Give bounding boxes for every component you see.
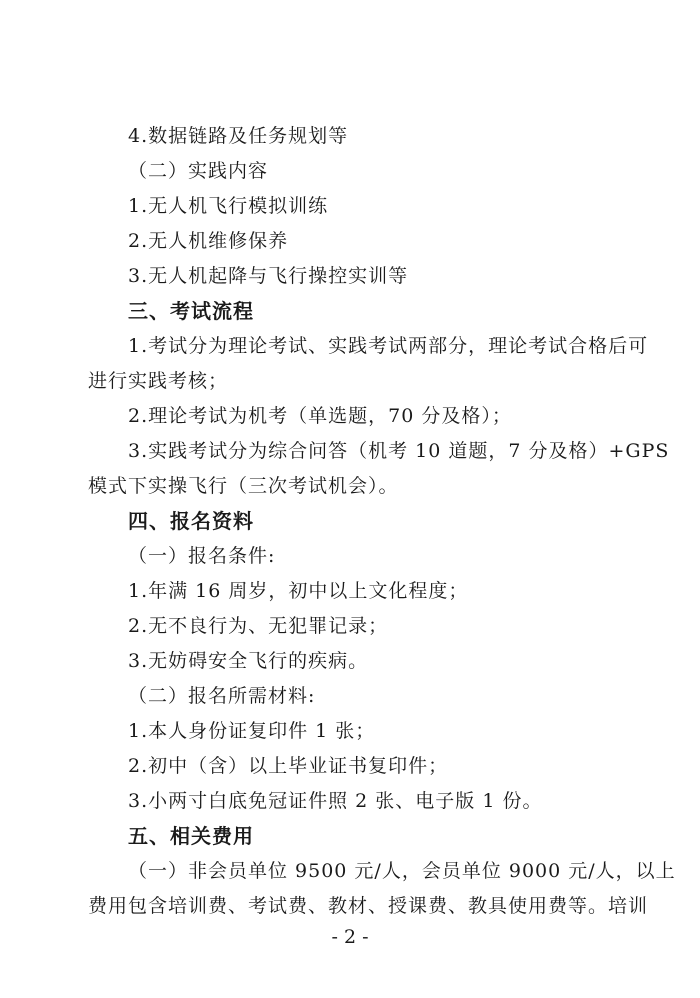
body-line: 2.理论考试为机考（单选题，70 分及格）； (128, 405, 512, 427)
body-line: 3.小两寸白底免冠证件照 2 张、电子版 1 份。 (128, 790, 543, 812)
body-line: 1.无人机飞行模拟训练 (128, 195, 329, 217)
body-line: 4.数据链路及任务规划等 (128, 125, 349, 147)
body-line: 1.本人身份证复印件 1 张； (128, 720, 376, 742)
section-heading: 五、相关费用 (128, 824, 254, 848)
body-line: （一）非会员单位 9500 元/人，会员单位 9000 元/人，以上 (128, 860, 676, 882)
section-heading: 三、考试流程 (128, 299, 254, 323)
page-number: - 2 - (331, 926, 369, 948)
body-line: 进行实践考核； (88, 370, 229, 392)
body-line: 2.无人机维修保养 (128, 230, 289, 252)
body-line: 3.实践考试分为综合问答（机考 10 道题，7 分及格）+GPS (128, 440, 670, 462)
subsection-title: （二）报名所需材料: (128, 685, 316, 707)
subsection-title: （一）报名条件: (128, 545, 276, 567)
subsection-title: （二）实践内容 (128, 160, 269, 182)
section-heading: 四、报名资料 (128, 509, 254, 533)
body-line: 2.初中（含）以上毕业证书复印件； (128, 755, 449, 777)
body-line: 1.年满 16 周岁，初中以上文化程度； (128, 580, 469, 602)
body-line: 1.考试分为理论考试、实践考试两部分，理论考试合格后可 (128, 335, 649, 357)
body-line: 费用包含培训费、考试费、教材、授课费、教具使用费等。培训 (88, 895, 649, 917)
body-line: 3.无人机起降与飞行操控实训等 (128, 265, 409, 287)
body-line: 3.无妨碍安全飞行的疾病。 (128, 650, 369, 672)
body-line: 模式下实操飞行（三次考试机会）。 (88, 475, 399, 497)
body-line: 2.无不良行为、无犯罪记录； (128, 615, 389, 637)
